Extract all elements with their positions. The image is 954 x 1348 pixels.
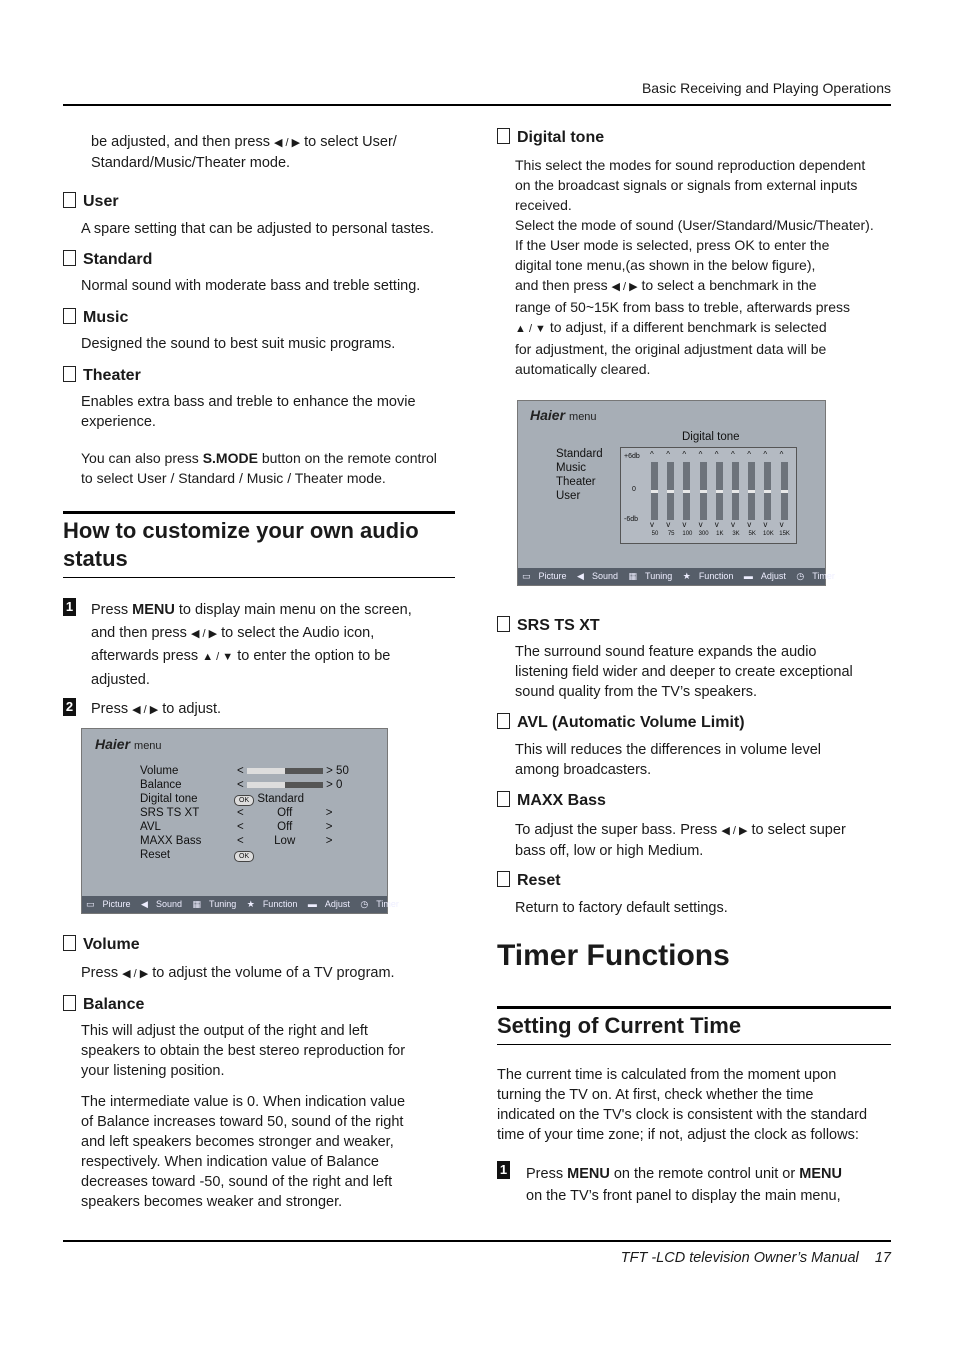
reset-text: Return to factory default settings. [515, 900, 728, 916]
menu-row-reset: Reset [140, 849, 171, 861]
digital-tone-screenshot [517, 400, 835, 586]
eq-band-label: 10K [763, 531, 774, 537]
band-up-arrow: ^ [666, 450, 670, 459]
band-down-arrow: v [682, 520, 687, 529]
menu-row-maxx: MAXX Bass [140, 835, 202, 847]
menu-row-balance: Balance [140, 779, 182, 791]
haier-logo: Haier menu [95, 736, 162, 752]
mode-list: Standard Music Theater User [556, 448, 603, 502]
digital-tone-heading: Digital tone [497, 128, 604, 147]
function-icon: ★ [682, 571, 691, 581]
timer-icon: ◷ [796, 571, 805, 581]
section-rule-bottom [63, 577, 455, 578]
eq-band-level [732, 490, 739, 493]
maxx-heading: MAXX Bass [497, 791, 606, 810]
balance-slider [247, 782, 323, 788]
sound-icon: ◀ [141, 899, 148, 909]
theater-heading: Theater [63, 366, 141, 385]
eq-band-level [667, 490, 674, 493]
eq-band-label: 300 [698, 531, 709, 537]
band-down-arrow: v [763, 520, 768, 529]
menu-row-avl: AVL [140, 821, 161, 833]
band-down-arrow: v [666, 520, 671, 529]
balance-heading: Balance [63, 995, 144, 1014]
setting-rule-top [497, 1006, 891, 1009]
sound-menu-values: < > 50 < > 0 OK Standard < Off > < Off > < Low > OK [237, 764, 349, 862]
header-rule [63, 104, 891, 106]
standard-heading: Standard [63, 250, 152, 269]
balance-text-1: This will adjust the output of the right and left speakers to obtain the best stereo reproduction for your listening position. [81, 1023, 406, 1079]
eq-band-level [781, 490, 788, 493]
function-icon: ★ [246, 899, 255, 909]
eq-band-level [683, 490, 690, 493]
balance-text-2: The intermediate value is 0. When indication value of Balance increases toward 50, sound of the right and left speakers becomes stronger and weaker, respectively. When indication value of Balance decreases toward -50, sound of the right and left speakers becomes weaker and stronger. [81, 1094, 406, 1210]
timer-step-1-text: Press MENU on the remote control unit or MENU on the TV’s front panel to display the main menu, [526, 1166, 842, 1204]
volume-heading: Volume [63, 935, 140, 954]
eq-band-level [700, 490, 707, 493]
page-footer: TFT -LCD television Owner’s Manual 17 [620, 1250, 891, 1266]
adjust-icon: ▬ [307, 899, 317, 909]
step-2-number: 2 [63, 698, 76, 716]
dt-menu-tabbar: ▭ Picture ◀ Sound ▦ Tuning ★ Function ▬ Adjust ◷ Timer [518, 568, 825, 585]
eq-band-level [651, 490, 658, 493]
left-right-arrows-icon: ◀ / ▶ [122, 968, 149, 980]
maxx-text: To adjust the super bass. Press ◀ / ▶ to select super bass off, low or high Medium. [515, 822, 846, 859]
menu-row-srs: SRS TS XT [140, 807, 200, 819]
band-down-arrow: v [650, 520, 654, 529]
left-right-arrows-icon: ◀ / ▶ [274, 137, 301, 149]
smode-note: You can also press S.MODE button on the remote control to select User / Standard / Music / Theater mode. [81, 450, 437, 486]
band-down-arrow: v [731, 520, 735, 529]
setting-current-time-title: Setting of Current Time [497, 1013, 742, 1038]
standard-text: Normal sound with moderate bass and treble setting. [81, 278, 421, 294]
eq-band-level [748, 490, 755, 493]
up-down-arrows-icon: ▲ / ▼ [515, 323, 546, 335]
eq-band-label: 5K [748, 531, 756, 537]
user-text: A spare setting that can be adjusted to personal tastes. [81, 221, 435, 237]
reset-heading: Reset [497, 871, 561, 890]
eq-band-label: 3K [732, 531, 740, 537]
band-down-arrow: v [747, 520, 752, 529]
timer-step-1-number: 1 [497, 1161, 510, 1179]
section-rule-top [63, 511, 455, 514]
running-header: Basic Receiving and Playing Operations [641, 80, 891, 96]
timer-functions-title: Timer Functions [497, 939, 730, 972]
band-up-arrow: ^ [682, 450, 687, 459]
menu-row-digital-tone: Digital tone [140, 793, 198, 805]
eq-band-level [716, 490, 723, 493]
band-up-arrow: ^ [714, 450, 719, 459]
sound-menu-screenshot [81, 728, 399, 914]
step-1-text: Press MENU to display main menu on the screen, and then press ◀ / ▶ to select the Audio icon, afterwards press ▲ / ▼ to enter the option to be adjusted. [91, 602, 412, 688]
srs-text: The surround sound feature expands the audio listening field wider and deeper to create exceptional sound quality from the TV’s speakers. [515, 644, 853, 700]
sound-menu-rows [140, 764, 201, 862]
timer-icon: ◷ [360, 899, 369, 909]
step-1-number: 1 [63, 598, 76, 616]
setting-rule-bottom [497, 1044, 891, 1045]
eq-band-label: 75 [667, 531, 675, 537]
band-up-arrow: ^ [747, 450, 751, 459]
avl-text: This will reduces the differences in volume level among broadcasters. [515, 742, 821, 778]
tuning-icon: ▦ [628, 571, 638, 581]
volume-text: Press ◀ / ▶ to adjust the volume of a TV program. [81, 965, 395, 981]
zero-db-label: 0 [632, 486, 636, 493]
plus-6db-label: +6db [624, 453, 640, 460]
band-down-arrow: v [698, 520, 703, 529]
section-title-audio: How to customize your own audio status [63, 518, 419, 571]
band-up-arrow: ^ [698, 450, 703, 459]
srs-heading: SRS TS XT [497, 616, 600, 635]
eq-band-label: 50 [651, 531, 659, 537]
intro-text: be adjusted, and then press ◀ / ▶ to select User/ Standard/Music/Theater mode. [91, 134, 397, 171]
equalizer-panel [620, 447, 797, 544]
band-up-arrow: ^ [731, 450, 735, 459]
footer-rule [63, 1240, 891, 1242]
step-2-text: Press ◀ / ▶ to adjust. [91, 701, 222, 717]
band-up-arrow: ^ [763, 450, 768, 459]
digital-tone-title: Digital tone [682, 431, 740, 443]
picture-icon: ▭ [86, 899, 95, 909]
haier-logo: Haier menu [530, 407, 597, 423]
menu-row-volume: Volume [140, 765, 179, 777]
picture-icon: ▭ [522, 571, 531, 581]
page-number: 17 [874, 1250, 891, 1266]
music-text: Designed the sound to best suit music programs. [81, 336, 396, 352]
user-heading: User [63, 192, 119, 211]
volume-slider [247, 768, 323, 774]
eq-band-level [764, 490, 771, 493]
left-right-arrows-icon: ◀ / ▶ [721, 825, 748, 837]
adjust-icon: ▬ [743, 571, 753, 581]
sound-icon: ◀ [577, 571, 584, 581]
band-up-arrow: ^ [779, 450, 784, 459]
left-right-arrows-icon: ◀ / ▶ [132, 704, 159, 716]
band-up-arrow: ^ [650, 450, 654, 459]
band-down-arrow: v [779, 520, 784, 529]
left-right-arrows-icon: ◀ / ▶ [190, 627, 218, 640]
left-right-arrows-icon: ◀ / ▶ [611, 281, 638, 293]
theater-text: Enables extra bass and treble to enhance the movie experience. [81, 394, 416, 430]
current-time-text: The current time is calculated from the moment upon turning the TV on. At first, check whether the time indicated on the TV's clock is consistent with the standard time of your time zone; if not, adjust the clock as follows: [497, 1067, 868, 1143]
tuning-icon: ▦ [192, 899, 202, 909]
eq-band-label: 100 [682, 531, 693, 537]
eq-band-label: 15K [779, 531, 790, 537]
digital-tone-text: This select the modes for sound reproduction dependent on the broadcast signals or signals from external inputs received. Select the mode of sound (User/Standard/Music/Theater). If the User mode is selected, press OK to enter the digital tone menu,(as shown in the below figure), and then press ◀ / ▶ to select a benchmark in the range of 50~15K from bass to treble, afterwards press ▲ / ▼ to adjust, if a different benchmark is selected for adjustment, the original adjustment data will be automatically cleared. [515, 157, 874, 377]
minus-6db-label: -6db [624, 516, 639, 523]
band-down-arrow: v [714, 520, 719, 529]
up-down-arrows-icon: ▲ / ▼ [202, 651, 234, 663]
eq-band-label: 1K [716, 531, 724, 537]
music-heading: Music [63, 308, 128, 327]
sound-menu-tabbar: ▭ Picture ◀ Sound ▦ Tuning ★ Function ▬ Adjust ◷ Timer [82, 896, 387, 913]
avl-heading: AVL (Automatic Volume Limit) [497, 713, 745, 732]
